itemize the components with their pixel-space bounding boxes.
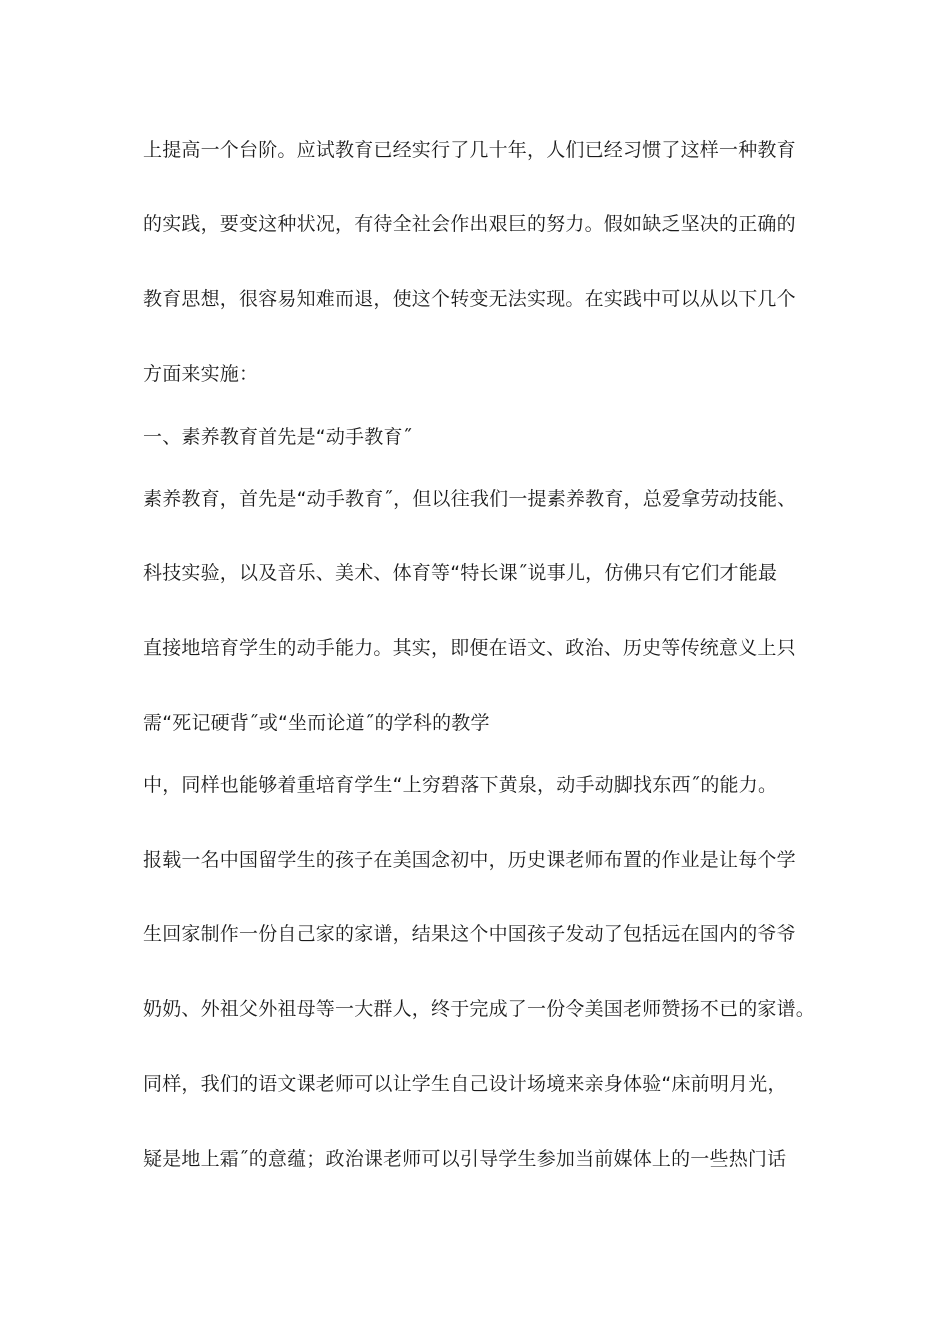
- paragraph-line: 科技实验，以及音乐、美术、体育等“特长课˝说事儿，仿佛只有它们才能最: [143, 562, 778, 584]
- paragraph-line: 生回家制作一份自己家的家谱，结果这个中国孩子发动了包括远在国内的爷爷: [143, 923, 796, 945]
- paragraph-line: 上提高一个台阶。应试教育已经实行了几十年，人们已经习惯了这样一种教育: [143, 139, 796, 161]
- paragraph-line: 直接地培育学生的动手能力。其实，即便在语文、政治、历史等传统意义上只: [143, 637, 796, 659]
- paragraph-line: 需“死记硬背˝或“坐而论道˝的学科的教学: [143, 712, 490, 734]
- paragraph-line: 报载一名中国留学生的孩子在美国念初中，历史课老师布置的作业是让每个学: [143, 849, 796, 871]
- paragraph-line: 中，同样也能够着重培育学生“上穷碧落下黄泉，动手动脚找东西˝的能力。: [143, 774, 778, 796]
- paragraph-line: 疑是地上霜˝的意蕴；政治课老师可以引导学生参加当前媒体上的一些热门话: [143, 1148, 787, 1170]
- paragraph-line: 素养教育，首先是“动手教育˝，但以往我们一提素养教育，总爱拿劳动技能、: [143, 488, 797, 510]
- section-heading: 一、素养教育首先是“动手教育˝: [143, 426, 413, 448]
- paragraph-line: 教育思想，很容易知难而退，使这个转变无法实现。在实践中可以从以下几个: [143, 288, 796, 310]
- paragraph-line: 奶奶、外祖父外祖母等一大群人，终于完成了一份令美国老师赞扬不已的家谱。: [143, 998, 816, 1020]
- paragraph-line: 的实践，要变这种状况，有待全社会作出艰巨的努力。假如缺乏坚决的正确的: [143, 213, 796, 235]
- paragraph-line: 方面来实施：: [143, 363, 259, 385]
- paragraph-line: 同样，我们的语文课老师可以让学生自己设计场境来亲身体验“床前明月光，: [143, 1073, 787, 1095]
